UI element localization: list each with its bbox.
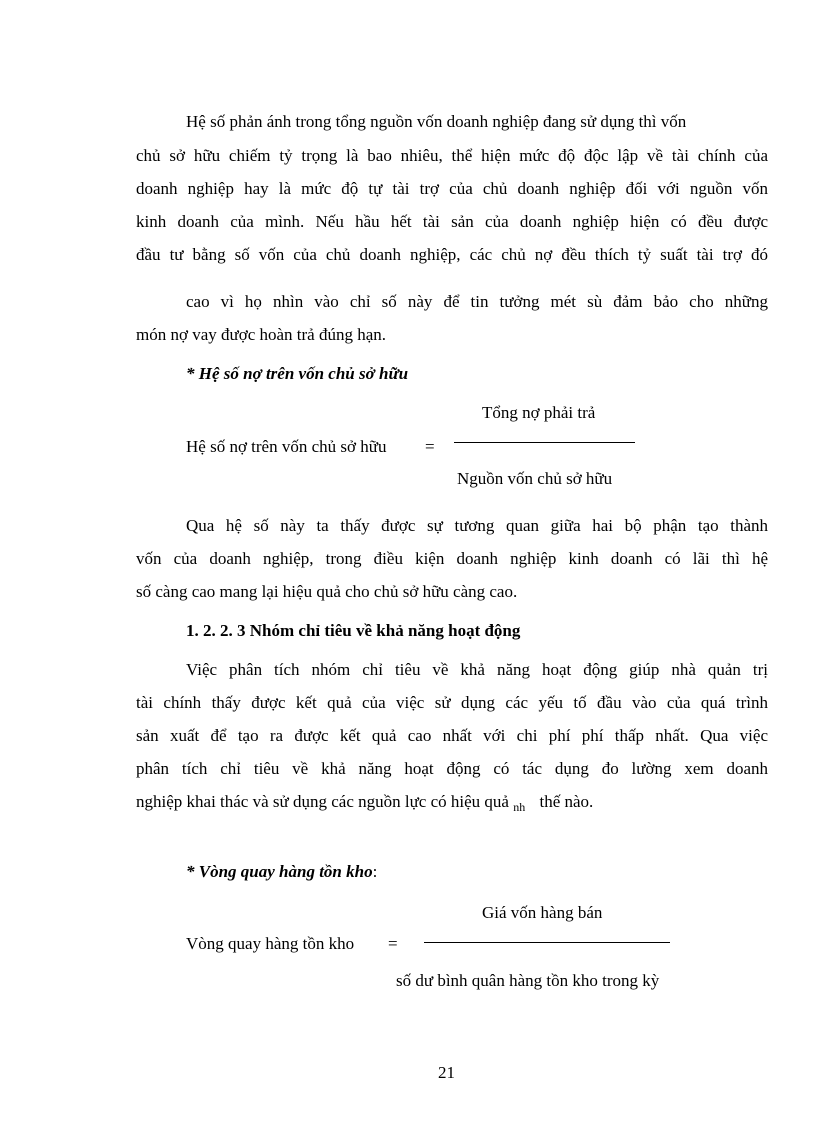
fraction-bar (424, 942, 670, 943)
formula-heading: * Hệ số nợ trên vốn chủ sở hữu (186, 364, 409, 383)
text-line: doanh nghiệp hay là mức độ tự tài trợ của chủ doanh nghiệp đối với nguồn vốn (136, 179, 768, 198)
text-line: chủ sở hữu chiếm tỷ trọng là bao nhiêu, thể hiện mức độ độc lập về tài chính của (136, 146, 768, 165)
text-line: vốn của doanh nghiệp, trong điều kiện doanh nghiệp kinh doanh có lãi thì hệ (136, 549, 768, 568)
subscript-fragment: nh (513, 800, 526, 814)
formula-denominator: Nguồn vốn chủ sở hữu (457, 469, 613, 488)
text-line: đầu tư bằng số vốn của chủ doanh nghiệp, các chủ nợ đều thích tỷ suất tài trợ đó (136, 245, 768, 264)
formula-label: Hệ số nợ trên vốn chủ sở hữu (186, 437, 387, 456)
text-line: cao vì họ nhìn vào chỉ số này để tin tưởng mét sù đảm bảo cho những (186, 292, 768, 311)
formula-equals: = (425, 437, 435, 456)
text-line (136, 792, 593, 813)
formula-label: Vòng quay hàng tồn kho (186, 934, 355, 953)
text-line: số càng cao mang lại hiệu quả cho chủ sở hữu càng cao. (136, 582, 518, 601)
text-line: sản xuất để tạo ra được kết quả cao nhất với chi phí phí thấp nhất. Qua việc (136, 726, 768, 745)
formula-heading-colon: : (372, 862, 378, 881)
formula-numerator: Giá vốn hàng bán (482, 903, 603, 922)
fraction-bar (454, 442, 635, 443)
text-line: Qua hệ số này ta thấy được sự tương quan giữa hai bộ phận tạo thành (186, 516, 768, 535)
page-number: 21 (438, 1063, 455, 1082)
text-line: Việc phân tích nhóm chỉ tiêu về khả năng hoạt động giúp nhà quản trị (186, 660, 768, 679)
text-line: kinh doanh của mình. Nếu hầu hết tài sản của doanh nghiệp hiện có đều được (136, 212, 768, 231)
section-heading: 1. 2. 2. 3 Nhóm chỉ tiêu về khả năng hoạt động (186, 621, 521, 640)
formula-equals: = (388, 934, 398, 953)
text-line: Hệ số phản ánh trong tổng nguồn vốn doanh nghiệp đang sử dụng thì vốn (186, 112, 687, 131)
formula-numerator: Tổng nợ phải trả (482, 403, 596, 422)
text-line: món nợ vay được hoàn trả đúng hạn. (136, 325, 387, 344)
formula-heading (186, 862, 377, 882)
text-segment: thế nào. (539, 792, 594, 811)
text-line: phân tích chỉ tiêu về khả năng hoạt động có tác dụng đo lường xem doanh (136, 759, 768, 778)
formula-heading-text: * Vòng quay hàng tồn kho (186, 862, 373, 881)
text-line: tài chính thấy được kết quả của việc sử dụng các yếu tố đầu vào của quá trình (136, 693, 768, 712)
formula-denominator: số dư bình quân hàng tồn kho trong kỳ (396, 971, 660, 990)
text-segment: nghiệp khai thác và sử dụng các nguồn lực có hiệu quả (136, 792, 509, 811)
